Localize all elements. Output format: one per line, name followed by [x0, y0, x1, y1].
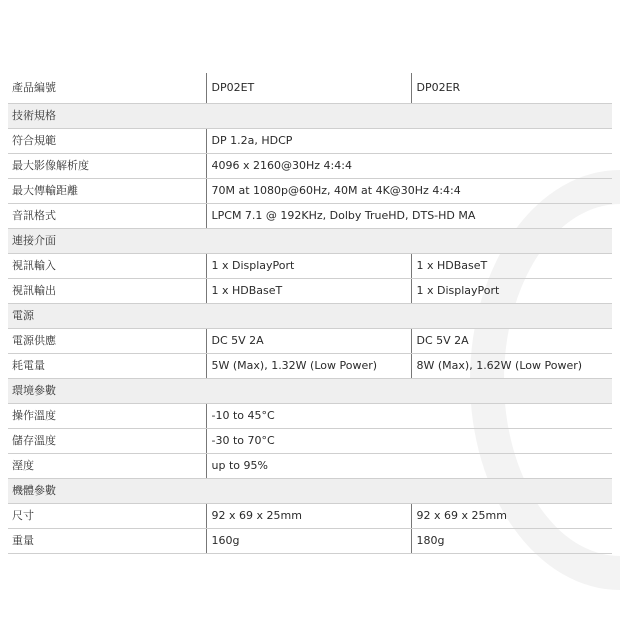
table-row-dimensions — [8, 504, 612, 529]
table-row-weight — [8, 529, 612, 554]
section-title: 機體參數 — [8, 479, 612, 504]
row-label: 重量 — [8, 529, 206, 554]
table-row-power-supply — [8, 329, 612, 354]
row-value: LPCM 7.1 @ 192KHz, Dolby TrueHD, DTS-HD MA — [206, 204, 612, 229]
section-title: 技術規格 — [8, 104, 612, 129]
row-value-receiver: 1 x DisplayPort — [411, 279, 612, 304]
row-label: 溼度 — [8, 454, 206, 479]
row-label: 產品編號 — [8, 73, 206, 104]
section-title: 環境參數 — [8, 379, 612, 404]
row-label: 儲存溫度 — [8, 429, 206, 454]
table-row-video-input — [8, 254, 612, 279]
row-label: 視訊輸出 — [8, 279, 206, 304]
table-row-max-distance — [8, 179, 612, 204]
table-row-storage-temp — [8, 429, 612, 454]
section-title: 連接介面 — [8, 229, 612, 254]
row-value-transmitter: 5W (Max), 1.32W (Low Power) — [206, 354, 411, 379]
section-header-body — [8, 479, 612, 504]
row-value-receiver: DC 5V 2A — [411, 329, 612, 354]
section-header-tech — [8, 104, 612, 129]
section-header-connect — [8, 229, 612, 254]
row-value: DP 1.2a, HDCP — [206, 129, 612, 154]
row-label: 符合規範 — [8, 129, 206, 154]
row-value: up to 95% — [206, 454, 612, 479]
row-value-receiver: 92 x 69 x 25mm — [411, 504, 612, 529]
row-value-receiver: 1 x HDBaseT — [411, 254, 612, 279]
row-value-transmitter: DC 5V 2A — [206, 329, 411, 354]
table-row-audio-format — [8, 204, 612, 229]
row-value-receiver: 8W (Max), 1.62W (Low Power) — [411, 354, 612, 379]
row-label: 操作溫度 — [8, 404, 206, 429]
row-label: 視訊輸入 — [8, 254, 206, 279]
section-header-power — [8, 304, 612, 329]
row-value: 4096 x 2160@30Hz 4:4:4 — [206, 154, 612, 179]
row-value-receiver: 180g — [411, 529, 612, 554]
row-label: 音訊格式 — [8, 204, 206, 229]
row-value: 70M at 1080p@60Hz, 40M at 4K@30Hz 4:4:4 — [206, 179, 612, 204]
table-row-humidity — [8, 454, 612, 479]
row-value-transmitter: 92 x 69 x 25mm — [206, 504, 411, 529]
row-label: 尺寸 — [8, 504, 206, 529]
row-label: 電源供應 — [8, 329, 206, 354]
table-row-standard — [8, 129, 612, 154]
row-label: 最大傳輸距離 — [8, 179, 206, 204]
row-value-transmitter: 1 x DisplayPort — [206, 254, 411, 279]
spec-table — [8, 73, 612, 554]
row-label: 最大影像解析度 — [8, 154, 206, 179]
table-row-max-resolution — [8, 154, 612, 179]
table-row-power-consumption — [8, 354, 612, 379]
row-value: -10 to 45°C — [206, 404, 612, 429]
section-title: 電源 — [8, 304, 612, 329]
model-transmitter: DP02ET — [206, 73, 411, 104]
section-header-environment — [8, 379, 612, 404]
model-receiver: DP02ER — [411, 73, 612, 104]
table-row-operating-temp — [8, 404, 612, 429]
table-row-product-number — [8, 73, 612, 104]
row-value: -30 to 70°C — [206, 429, 612, 454]
row-label: 耗電量 — [8, 354, 206, 379]
table-row-video-output — [8, 279, 612, 304]
row-value-transmitter: 1 x HDBaseT — [206, 279, 411, 304]
row-value-transmitter: 160g — [206, 529, 411, 554]
